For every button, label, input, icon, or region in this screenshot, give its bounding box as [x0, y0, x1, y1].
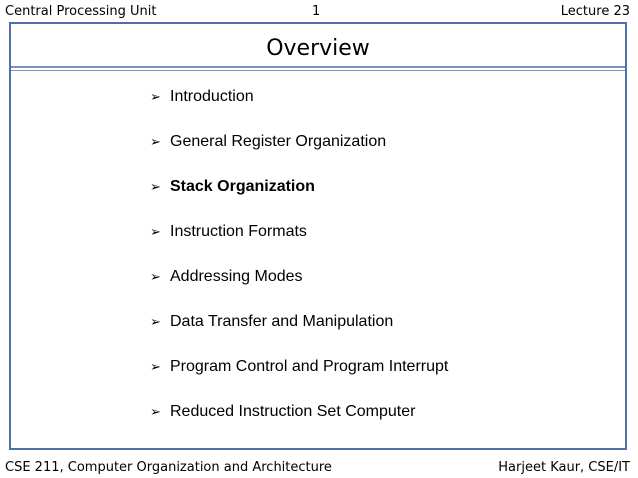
- slide-frame: [9, 22, 627, 450]
- topic-item-instruction-formats: [150, 223, 448, 268]
- title-rule-thick: [11, 66, 625, 68]
- topic-list: [150, 88, 448, 448]
- topic-item-stack-organization: [150, 178, 448, 223]
- arrow-bullet-icon: ➢: [150, 359, 161, 374]
- topic-label: Reduced Instruction Set Computer: [170, 403, 416, 420]
- page-number: 1: [312, 4, 321, 19]
- topic-item-program-control-and-interrupt: [150, 358, 448, 403]
- header-course-title: Central Processing Unit: [5, 4, 157, 19]
- arrow-bullet-icon: ➢: [150, 134, 161, 149]
- topic-item-reduced-instruction-set-computer: [150, 403, 448, 448]
- topic-label: Stack Organization: [170, 178, 315, 195]
- arrow-bullet-icon: ➢: [150, 224, 161, 239]
- topic-label: Program Control and Program Interrupt: [170, 358, 449, 375]
- topic-item-data-transfer-and-manipulation: [150, 313, 448, 358]
- topic-item-general-register-organization: [150, 133, 448, 178]
- topic-label: Addressing Modes: [170, 268, 303, 285]
- arrow-bullet-icon: ➢: [150, 89, 161, 104]
- topic-label: Instruction Formats: [170, 223, 307, 240]
- arrow-bullet-icon: ➢: [150, 269, 161, 284]
- topic-label: Introduction: [170, 88, 254, 105]
- arrow-bullet-icon: ➢: [150, 404, 161, 419]
- arrow-bullet-icon: ➢: [150, 179, 161, 194]
- arrow-bullet-icon: ➢: [150, 314, 161, 329]
- topic-label: General Register Organization: [170, 133, 387, 150]
- header-lecture-number: Lecture 23: [560, 4, 630, 19]
- title-rule-thin: [11, 70, 625, 71]
- footer-author: Harjeet Kaur, CSE/IT: [498, 460, 630, 475]
- footer-course-name: CSE 211, Computer Organization and Architecture: [5, 460, 332, 475]
- topic-item-addressing-modes: [150, 268, 448, 313]
- topic-item-introduction: [150, 88, 448, 133]
- slide-title: Overview: [266, 36, 370, 61]
- topic-label: Data Transfer and Manipulation: [170, 313, 394, 330]
